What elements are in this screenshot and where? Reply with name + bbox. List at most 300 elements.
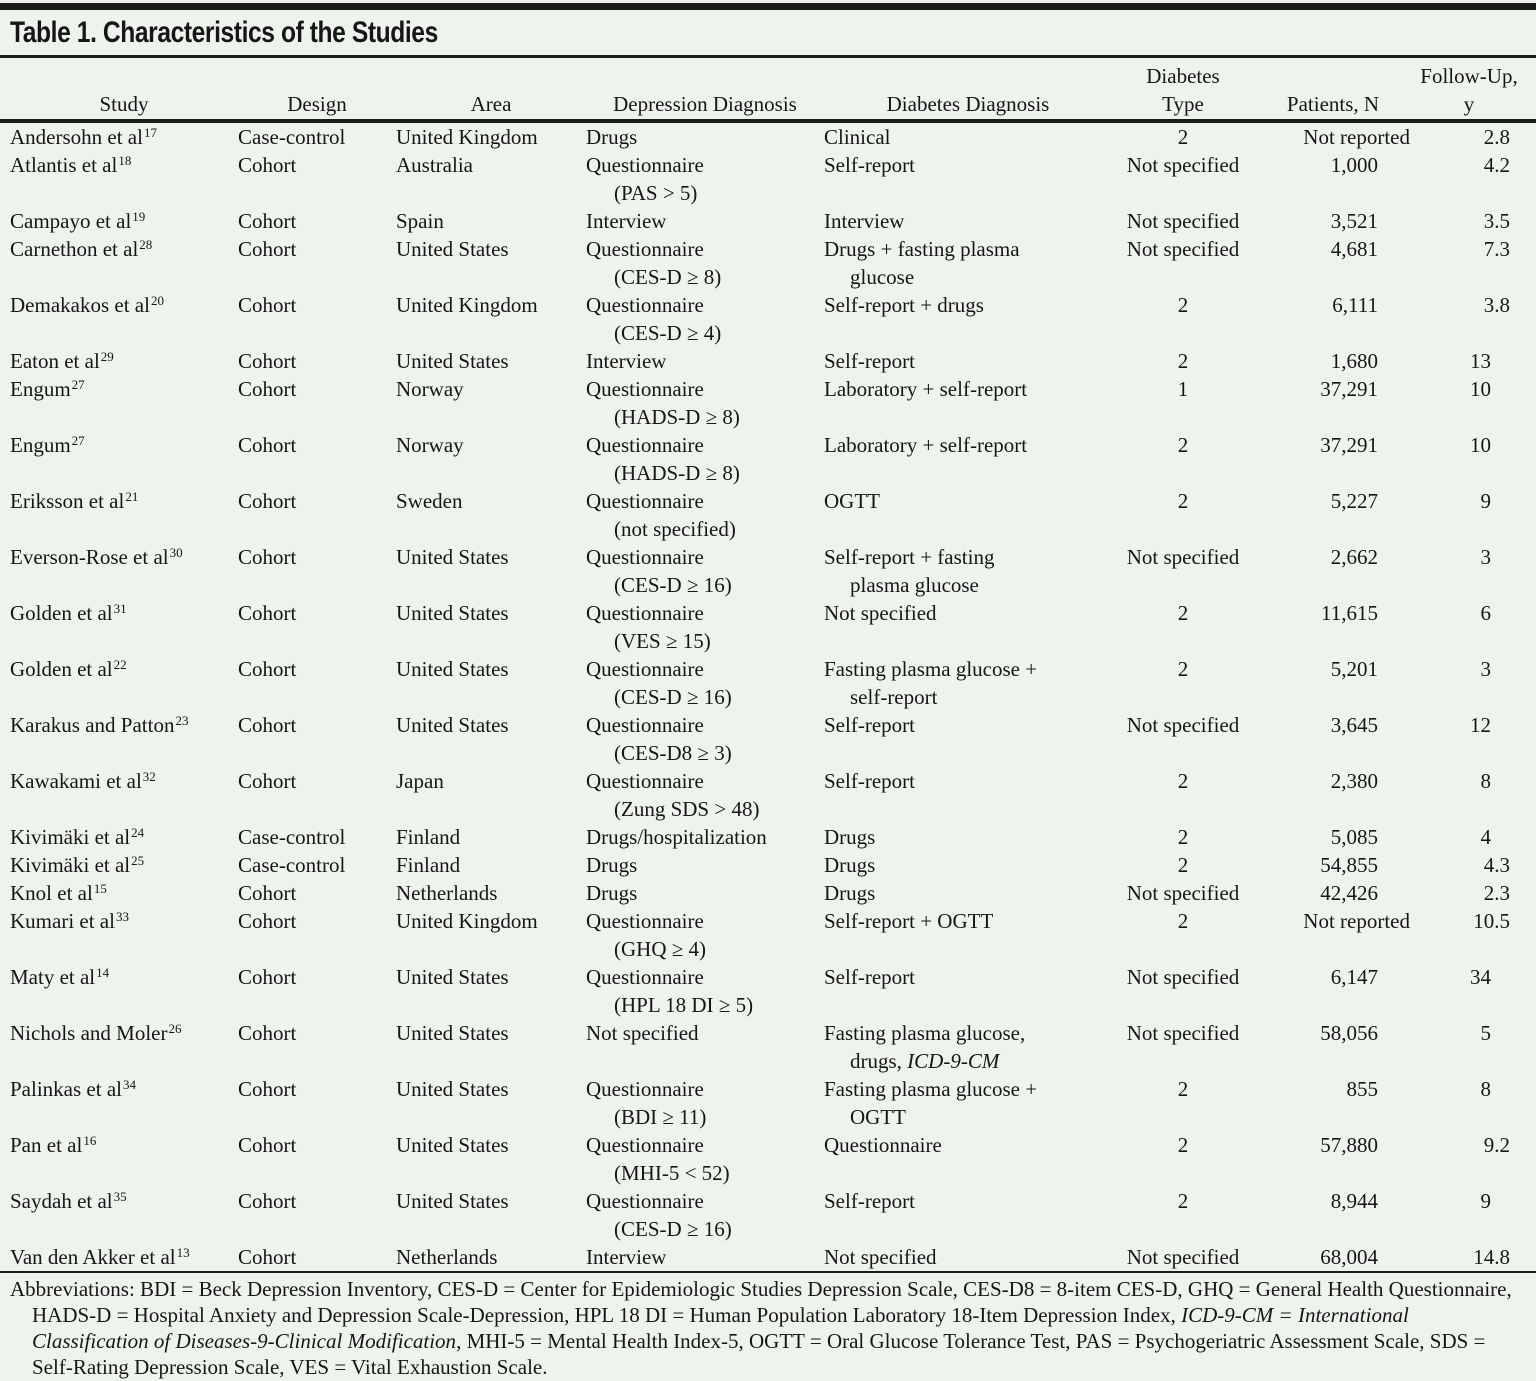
design-cell: Case-control xyxy=(238,853,346,877)
study-name: Engum$^{27}$ xyxy=(10,433,85,457)
depression-diagnosis-cell xyxy=(586,1187,824,1243)
diabetes-line1: Self-report xyxy=(824,965,915,989)
table-row xyxy=(10,823,1526,851)
depression-line2: (CES-D8 ≥ 3) xyxy=(614,741,732,765)
study-name: Campayo et $al^{19}$ xyxy=(10,209,146,233)
study-name: Eriksson et $al^{21}$ xyxy=(10,489,139,513)
table-row xyxy=(10,207,1526,235)
study-name: Golden et $al^{31}$ xyxy=(10,601,127,625)
area-cell: Norway xyxy=(396,377,464,401)
diabetes-type-cell: 2 xyxy=(1177,853,1189,877)
table-row xyxy=(10,907,1526,963)
reference-superscript: 27 xyxy=(71,433,85,448)
study-cell xyxy=(10,207,238,235)
depression-diagnosis-cell xyxy=(586,1019,824,1075)
diabetes-type-cell: 2 xyxy=(1177,293,1189,317)
diabetes-diagnosis-cell xyxy=(824,235,1112,291)
patients-cell: Not reported xyxy=(1303,125,1410,149)
study-name: Carnethon et $al^{28}$ xyxy=(10,237,153,261)
followup-cell: 14.8 xyxy=(1473,1245,1510,1269)
study-cell xyxy=(10,655,238,711)
table-row xyxy=(10,375,1526,431)
diabetes-diagnosis-cell xyxy=(824,543,1112,599)
reference-superscript: 24 xyxy=(131,825,145,840)
area-cell: Netherlands xyxy=(396,1245,498,1269)
diabetes-line2: glucose xyxy=(850,265,915,289)
diabetes-line1: Questionnaire xyxy=(824,1133,942,1157)
patients-cell: 3,521 xyxy=(1330,209,1378,233)
study-cell xyxy=(10,851,238,879)
followup-cell: 9 xyxy=(1480,489,1491,513)
area-cell: United States xyxy=(396,349,509,373)
diabetes-line1: Interview xyxy=(824,209,905,233)
diabetes-type-cell: 2 xyxy=(1177,489,1189,513)
area-cell: Spain xyxy=(396,209,444,233)
study-cell xyxy=(10,123,238,151)
header-diabetes-diagnosis: Diabetes Diagnosis xyxy=(886,92,1050,116)
diabetes-diagnosis-cell xyxy=(824,1187,1112,1243)
patients-cell: 37,291 xyxy=(1320,377,1378,401)
diabetes-type-cell: Not specified xyxy=(1126,209,1240,233)
study-name: Knol et $al^{15}$ xyxy=(10,881,107,905)
table-row xyxy=(10,1075,1526,1131)
depression-line2: (CES-D ≥ 16) xyxy=(614,573,732,597)
followup-cell: 3.8 xyxy=(1483,293,1510,317)
design-cell: Case-control xyxy=(238,825,346,849)
diabetes-diagnosis-cell xyxy=(824,767,1112,823)
design-cell: Cohort xyxy=(238,1189,297,1213)
patients-cell: 6,111 xyxy=(1332,293,1378,317)
depression-diagnosis-cell xyxy=(586,963,824,1019)
table-row xyxy=(10,1243,1526,1271)
patients-cell: 68,004 xyxy=(1320,1245,1378,1269)
diabetes-type-cell: 1 xyxy=(1177,377,1189,401)
followup-cell: 4.3 xyxy=(1483,853,1510,877)
patients-cell: 57,880 xyxy=(1320,1133,1378,1157)
design-cell: Cohort xyxy=(238,1245,297,1269)
reference-superscript: 13 xyxy=(176,1245,190,1260)
patients-cell: 855 xyxy=(1346,1077,1378,1101)
study-cell xyxy=(10,1075,238,1131)
depression-line1: Not specified xyxy=(586,1021,699,1045)
table-row xyxy=(10,963,1526,1019)
reference-superscript: 27 xyxy=(71,377,85,392)
study-name: Palinkas et $al^{34}$ xyxy=(10,1077,136,1101)
area-cell: United States xyxy=(396,601,509,625)
area-cell: United States xyxy=(396,1133,509,1157)
patients-cell: 3,645 xyxy=(1330,713,1378,737)
depression-diagnosis-cell xyxy=(586,375,824,431)
design-cell: Cohort xyxy=(238,433,297,457)
table-row xyxy=(10,599,1526,655)
diabetes-diagnosis-cell xyxy=(824,711,1112,767)
depression-diagnosis-cell xyxy=(586,767,824,823)
depression-line1: Interview xyxy=(586,1245,667,1269)
patients-cell: 4,681 xyxy=(1330,237,1378,261)
design-cell: Cohort xyxy=(238,657,297,681)
depression-line1: Questionnaire xyxy=(586,965,704,989)
diabetes-diagnosis-cell xyxy=(824,823,1112,851)
depression-line1: Interview xyxy=(586,209,667,233)
design-cell: Cohort xyxy=(238,293,297,317)
study-cell xyxy=(10,823,238,851)
diabetes-line1: Self-report xyxy=(824,1189,915,1213)
diabetes-type-cell: 2 xyxy=(1177,909,1189,933)
table-row xyxy=(10,851,1526,879)
patients-cell: 6,147 xyxy=(1330,965,1378,989)
reference-superscript: 18 xyxy=(118,153,132,168)
reference-superscript: 34 xyxy=(122,1077,136,1092)
depression-diagnosis-cell xyxy=(586,851,824,879)
area-cell: United States xyxy=(396,1077,509,1101)
reference-superscript: 23 xyxy=(175,713,189,728)
diabetes-line2: OGTT xyxy=(850,1105,906,1129)
design-cell: Cohort xyxy=(238,1021,297,1045)
patients-cell: 1,000 xyxy=(1330,153,1378,177)
design-cell: Cohort xyxy=(238,909,297,933)
design-cell: Cohort xyxy=(238,377,297,401)
depression-diagnosis-cell xyxy=(586,291,824,347)
patients-cell: 5,085 xyxy=(1330,825,1378,849)
depression-line2: (VES ≥ 15) xyxy=(614,629,711,653)
diabetes-line1: Self-report + fasting xyxy=(824,545,995,569)
design-cell: Case-control xyxy=(238,125,346,149)
table-row xyxy=(10,487,1526,543)
table-row xyxy=(10,655,1526,711)
abbreviations-footnote xyxy=(0,1273,1536,1380)
depression-diagnosis-cell xyxy=(586,123,824,151)
diabetes-line1: Self-report xyxy=(824,769,915,793)
followup-cell: 3 xyxy=(1480,657,1491,681)
followup-cell: 5 xyxy=(1480,1021,1491,1045)
reference-superscript: 29 xyxy=(100,349,114,364)
depression-line2: (CES-D ≥ 8) xyxy=(614,265,722,289)
reference-superscript: 26 xyxy=(168,1021,182,1036)
diabetes-type-cell: Not specified xyxy=(1126,1245,1240,1269)
study-cell xyxy=(10,347,238,375)
depression-line2: (PAS > 5) xyxy=(614,181,698,205)
followup-cell: 10 xyxy=(1470,377,1491,401)
depression-line1: Questionnaire xyxy=(586,293,704,317)
diabetes-line1: Clinical xyxy=(824,125,891,149)
study-cell xyxy=(10,1187,238,1243)
diabetes-line1: Self-report + drugs xyxy=(824,293,984,317)
depression-diagnosis-cell xyxy=(586,487,824,543)
depression-diagnosis-cell xyxy=(586,879,824,907)
diabetes-diagnosis-cell xyxy=(824,1243,1112,1271)
diabetes-line2-italic: ICD-9-CM xyxy=(907,1049,1000,1073)
reference-superscript: 17 xyxy=(143,125,157,140)
depression-line2: (MHI-5 < 52) xyxy=(614,1161,730,1185)
study-cell xyxy=(10,1019,238,1075)
patients-cell: 2,662 xyxy=(1330,545,1378,569)
diabetes-diagnosis-cell xyxy=(824,151,1112,207)
study-name: Demakakos et $al^{20}$ xyxy=(10,293,164,317)
study-name: Nichols and Moler$^{26}$ xyxy=(10,1021,182,1045)
study-name: Saydah et $al^{35}$ xyxy=(10,1189,127,1213)
diabetes-diagnosis-cell xyxy=(824,487,1112,543)
patients-cell: 37,291 xyxy=(1320,433,1378,457)
table-row xyxy=(10,151,1526,207)
study-cell xyxy=(10,291,238,347)
study-cell xyxy=(10,767,238,823)
patients-cell: Not reported xyxy=(1303,909,1410,933)
patients-cell: 5,227 xyxy=(1330,489,1378,513)
title-band xyxy=(0,10,1536,55)
followup-cell: 10 xyxy=(1470,433,1491,457)
reference-superscript: 25 xyxy=(131,853,145,868)
diabetes-type-cell: Not specified xyxy=(1126,545,1240,569)
diabetes-line1: Not specified xyxy=(824,601,937,625)
diabetes-type-cell: Not specified xyxy=(1126,713,1240,737)
table-row xyxy=(10,1019,1526,1075)
diabetes-line1: Drugs + fasting plasma xyxy=(824,237,1020,261)
patients-cell: 58,056 xyxy=(1320,1021,1378,1045)
depression-diagnosis-cell xyxy=(586,907,824,963)
diabetes-line1: Fasting plasma glucose, xyxy=(824,1021,1026,1045)
study-cell xyxy=(10,375,238,431)
followup-cell: 4.2 xyxy=(1483,153,1510,177)
depression-line1: Questionnaire xyxy=(586,545,704,569)
area-cell: United States xyxy=(396,1189,509,1213)
diabetes-line1: Drugs xyxy=(824,853,876,877)
depression-line1: Questionnaire xyxy=(586,769,704,793)
followup-cell: 9.2 xyxy=(1483,1133,1510,1157)
design-cell: Cohort xyxy=(238,489,297,513)
depression-line2: (CES-D ≥ 4) xyxy=(614,321,722,345)
study-cell xyxy=(10,487,238,543)
depression-diagnosis-cell xyxy=(586,711,824,767)
header-followup-y: Follow-Up, y xyxy=(1420,64,1518,116)
design-cell: Cohort xyxy=(238,153,297,177)
diabetes-line2: plasma glucose xyxy=(850,573,979,597)
depression-line1: Interview xyxy=(586,349,667,373)
patients-cell: 42,426 xyxy=(1320,881,1378,905)
study-cell xyxy=(10,235,238,291)
diabetes-line1: OGTT xyxy=(824,489,880,513)
table-row xyxy=(10,291,1526,347)
patients-cell: 8,944 xyxy=(1330,1189,1378,1213)
footnote-text-italic: ICD-9-CM = International Classification of Diseases-9-Clinical Modification xyxy=(32,1303,1409,1353)
patients-cell: 1,680 xyxy=(1330,349,1378,373)
study-cell xyxy=(10,599,238,655)
diabetes-type-cell: 2 xyxy=(1177,1189,1189,1213)
depression-line1: Questionnaire xyxy=(586,1133,704,1157)
table-header-row xyxy=(0,58,1536,119)
diabetes-type-cell: 2 xyxy=(1177,601,1189,625)
diabetes-type-cell: 2 xyxy=(1177,1133,1189,1157)
depression-diagnosis-cell xyxy=(586,823,824,851)
diabetes-line1: Laboratory + self-report xyxy=(824,433,1028,457)
diabetes-type-cell: Not specified xyxy=(1126,237,1240,261)
reference-superscript: 31 xyxy=(113,601,127,616)
study-cell xyxy=(10,963,238,1019)
table-row xyxy=(10,235,1526,291)
design-cell: Cohort xyxy=(238,349,297,373)
depression-line1: Questionnaire xyxy=(586,657,704,681)
followup-cell: 6 xyxy=(1480,601,1491,625)
design-cell: Cohort xyxy=(238,1133,297,1157)
diabetes-type-cell: Not specified xyxy=(1126,1021,1240,1045)
diabetes-type-cell: 2 xyxy=(1177,1077,1189,1101)
depression-diagnosis-cell xyxy=(586,655,824,711)
study-name: Pan et $al^{16}$ xyxy=(10,1133,97,1157)
patients-cell: 2,380 xyxy=(1330,769,1378,793)
diabetes-line2: drugs, ICD-9-CM xyxy=(850,1049,1000,1073)
table-row xyxy=(10,767,1526,823)
patients-cell: 54,855 xyxy=(1320,853,1378,877)
diabetes-type-cell: 2 xyxy=(1177,433,1189,457)
table-row xyxy=(10,1131,1526,1187)
depression-line1: Drugs xyxy=(586,881,638,905)
depression-line1: Drugs xyxy=(586,125,638,149)
study-name: Kivimäki et $al^{25}$ xyxy=(10,853,145,877)
area-cell: United States xyxy=(396,965,509,989)
diabetes-diagnosis-cell xyxy=(824,1075,1112,1131)
followup-cell: 8 xyxy=(1480,1077,1491,1101)
design-cell: Cohort xyxy=(238,209,297,233)
diabetes-line1: Laboratory + self-report xyxy=(824,377,1028,401)
followup-cell: 3 xyxy=(1480,545,1491,569)
footnote-text-post: , MHI-5 = Mental Health Index-5, OGTT = Oral Glucose Tolerance Test, PAS = Psychogeriatric Assessment Scale, SDS = Self-Rating Depression Scale, VES = Vital Exhaustion Scale. xyxy=(32,1329,1486,1379)
header-design: Design xyxy=(287,92,347,116)
reference-superscript: 22 xyxy=(113,657,127,672)
area-cell: United States xyxy=(396,1021,509,1045)
depression-line1: Drugs/hospitalization xyxy=(586,825,767,849)
followup-cell: 9 xyxy=(1480,1189,1491,1213)
diabetes-diagnosis-cell xyxy=(824,851,1112,879)
diabetes-type-cell: Not specified xyxy=(1126,965,1240,989)
diabetes-diagnosis-cell xyxy=(824,599,1112,655)
table-row xyxy=(10,123,1526,151)
area-cell: United States xyxy=(396,657,509,681)
diabetes-diagnosis-cell xyxy=(824,1131,1112,1187)
design-cell: Cohort xyxy=(238,965,297,989)
study-cell xyxy=(10,1131,238,1187)
diabetes-diagnosis-cell xyxy=(824,291,1112,347)
diabetes-type-cell: Not specified xyxy=(1126,153,1240,177)
area-cell: United Kingdom xyxy=(396,293,538,317)
study-name: Eaton et $al^{29}$ xyxy=(10,349,114,373)
design-cell: Cohort xyxy=(238,713,297,737)
study-cell xyxy=(10,879,238,907)
header-depression-diagnosis: Depression Diagnosis xyxy=(613,92,797,116)
table-row xyxy=(10,879,1526,907)
depression-diagnosis-cell xyxy=(586,235,824,291)
diabetes-diagnosis-cell xyxy=(824,207,1112,235)
depression-line2: (BDI ≥ 11) xyxy=(614,1105,707,1129)
area-cell: United States xyxy=(396,713,509,737)
depression-line2: (not specified) xyxy=(614,517,736,541)
diabetes-line1: Drugs xyxy=(824,825,876,849)
diabetes-type-cell: 2 xyxy=(1177,769,1189,793)
depression-line1: Drugs xyxy=(586,853,638,877)
area-cell: United States xyxy=(396,237,509,261)
depression-diagnosis-cell xyxy=(586,1243,824,1271)
reference-superscript: 15 xyxy=(93,881,107,896)
depression-line1: Questionnaire xyxy=(586,489,704,513)
diabetes-diagnosis-cell xyxy=(824,431,1112,487)
diabetes-type-cell: 2 xyxy=(1177,125,1189,149)
depression-line1: Questionnaire xyxy=(586,1189,704,1213)
study-cell xyxy=(10,431,238,487)
depression-diagnosis-cell xyxy=(586,431,824,487)
followup-cell: 8 xyxy=(1480,769,1491,793)
depression-diagnosis-cell xyxy=(586,1131,824,1187)
area-cell: Norway xyxy=(396,433,464,457)
depression-diagnosis-cell xyxy=(586,599,824,655)
reference-superscript: 32 xyxy=(142,769,156,784)
followup-cell: 7.3 xyxy=(1483,237,1510,261)
diabetes-diagnosis-cell xyxy=(824,963,1112,1019)
depression-diagnosis-cell xyxy=(586,151,824,207)
followup-cell: 2.3 xyxy=(1483,881,1510,905)
depression-diagnosis-cell xyxy=(586,543,824,599)
reference-superscript: 20 xyxy=(150,293,164,308)
diabetes-type-cell: Not specified xyxy=(1126,881,1240,905)
depression-line2: (CES-D ≥ 16) xyxy=(614,1217,732,1241)
diabetes-line1: Self-report xyxy=(824,713,915,737)
study-name: Golden et $al^{22}$ xyxy=(10,657,127,681)
depression-line1: Questionnaire xyxy=(586,713,704,737)
followup-cell: 2.8 xyxy=(1483,125,1510,149)
patients-cell: 11,615 xyxy=(1321,601,1378,625)
followup-cell: 12 xyxy=(1470,713,1491,737)
diabetes-diagnosis-cell xyxy=(824,123,1112,151)
diabetes-type-cell: 2 xyxy=(1177,349,1189,373)
diabetes-line1: Not specified xyxy=(824,1245,937,1269)
depression-line1: Questionnaire xyxy=(586,377,704,401)
top-rule xyxy=(0,3,1536,10)
diabetes-line1: Fasting plasma glucose + xyxy=(824,657,1038,681)
followup-cell: 34 xyxy=(1470,965,1491,989)
design-cell: Cohort xyxy=(238,545,297,569)
study-cell xyxy=(10,1243,238,1271)
table-row xyxy=(10,543,1526,599)
study-name: Van den Akker et $al^{13}$ xyxy=(10,1245,190,1269)
study-name: Kumari et $al^{33}$ xyxy=(10,909,129,933)
header-diabetes-type: Diabetes Type xyxy=(1146,64,1220,116)
reference-superscript: 21 xyxy=(125,489,139,504)
area-cell: Finland xyxy=(396,853,461,877)
diabetes-line1: Drugs xyxy=(824,881,876,905)
depression-line2: (GHQ ≥ 4) xyxy=(614,937,707,961)
reference-superscript: 30 xyxy=(169,545,183,560)
area-cell: United Kingdom xyxy=(396,909,538,933)
reference-superscript: 33 xyxy=(115,909,129,924)
header-area: Area xyxy=(470,92,512,116)
study-name: Engum$^{27}$ xyxy=(10,377,85,401)
reference-superscript: 19 xyxy=(132,209,146,224)
study-name: Maty et $al^{14}$ xyxy=(10,965,110,989)
diabetes-line1: Self-report xyxy=(824,153,915,177)
depression-line1: Questionnaire xyxy=(586,601,704,625)
table-row xyxy=(10,431,1526,487)
design-cell: Cohort xyxy=(238,881,297,905)
header-study: Study xyxy=(99,92,149,116)
table-row xyxy=(10,711,1526,767)
design-cell: Cohort xyxy=(238,601,297,625)
followup-cell: 13 xyxy=(1470,349,1491,373)
design-cell: Cohort xyxy=(238,1077,297,1101)
depression-line1: Questionnaire xyxy=(586,433,704,457)
patients-cell: 5,201 xyxy=(1330,657,1378,681)
reference-superscript: 28 xyxy=(139,237,153,252)
depression-line2: (HPL 18 DI ≥ 5) xyxy=(614,993,754,1017)
depression-line2: (CES-D ≥ 16) xyxy=(614,685,732,709)
diabetes-type-cell: 2 xyxy=(1177,657,1189,681)
area-cell: Netherlands xyxy=(396,881,498,905)
